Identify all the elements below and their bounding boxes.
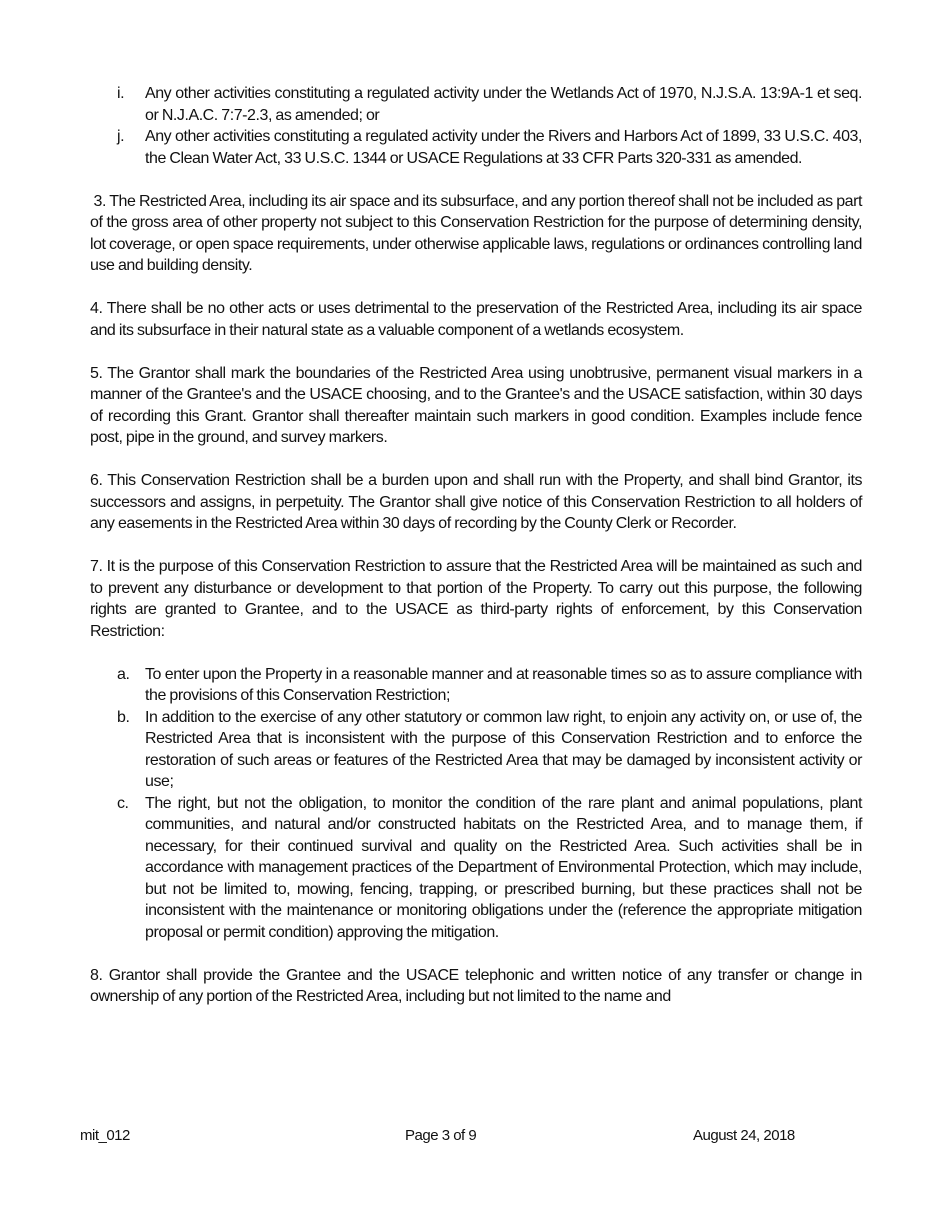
document-page	[90, 83, 866, 1008]
list-item-a	[90, 664, 862, 707]
paragraph-7: 7. It is the purpose of this Conservation Restriction to assure that the Restricted Area will be maintained as such and to prevent any disturbance or development to that portion of the Property. To carry out this purpose, the following rights are granted to Grantee, and to the USACE as third-party rights of enforcement, by this Conservation Restriction:	[90, 558, 862, 640]
paragraph-3: 3. The Restricted Area, including its air space and its subsurface, and any portion thereof shall not be included as part of the gross area of other property not subject to this Conservation Restriction for the purpose of determining density, lot coverage, or open space requirements, under otherwise applicable laws, regulations or ordinances controlling land use and building density.	[90, 192, 866, 274]
list-item-text: In addition to the exercise of any other statutory or common law right, to enjoin any activity on, or use of, the Restricted Area that is inconsistent with the purpose of this Conservation Restriction and to enforce the restoration of such areas or features of the Restricted Area that may be damaged by inconsistent activity or use;	[145, 708, 862, 790]
paragraph-4: 4. There shall be no other acts or uses detrimental to the preservation of the Restricted Area, including its air space and its subsurface in their natural state as a valuable component of a wetlands ecosystem.	[90, 300, 862, 339]
list-grantee-rights	[90, 664, 862, 944]
list-item-text: Any other activities constituting a regulated activity under the Rivers and Harbors Act of 1899, 33 U.S.C. 403, the Clean Water Act, 33 U.S.C. 1344 or USACE Regulations at 33 CFR Parts 320-331 as amended.	[145, 128, 862, 167]
paragraph-8: 8. Grantor shall provide the Grantee and the USACE telephonic and written notice of any transfer or change in ownership of any portion of the Restricted Area, including but not limited to the name and	[90, 966, 862, 1005]
list-regulated-activities	[90, 83, 862, 169]
list-item-b	[90, 707, 862, 793]
list-item-text: Any other activities constituting a regulated activity under the Wetlands Act of 1970, N.J.S.A. 13:9A-1 et seq. or N.J.A.C. 7:7-2.3, as amended; or	[145, 85, 862, 124]
list-marker: i.	[117, 85, 125, 102]
footer-date: August 24, 2018	[693, 1127, 795, 1144]
footer-page-number: Page 3 of 9	[405, 1127, 477, 1144]
list-marker: j.	[117, 128, 125, 145]
list-item-i	[90, 83, 862, 126]
list-marker: c.	[117, 794, 129, 812]
list-item-text: To enter upon the Property in a reasonable manner and at reasonable times so as to assure compliance with the provisions of this Conservation Restriction;	[145, 665, 862, 704]
list-marker: b.	[117, 708, 130, 726]
list-marker: a.	[117, 665, 130, 683]
list-item-j	[90, 126, 862, 169]
paragraph-6: 6. This Conservation Restriction shall be a burden upon and shall run with the Property, and shall bind Grantor, its successors and assigns, in perpetuity. The Grantor shall give notice of this Conservation Restriction to all holders of any easements in the Restricted Area within 30 days of recording by the County Clerk or Recorder.	[90, 472, 862, 532]
paragraph-5: 5. The Grantor shall mark the boundaries of the Restricted Area using unobtrusive, permanent visual markers in a manner of the Grantee's and the USACE choosing, and to the Grantee's and the USACE satisfaction, within 30 days of recording this Grant. Grantor shall thereafter maintain such markers in good condition. Examples include fence post, pipe in the ground, and survey markers.	[90, 364, 862, 446]
list-item-text: The right, but not the obligation, to monitor the condition of the rare plant and animal populations, plant communities, and natural and/or constructed habitats on the Restricted Area, and to manage them, if necessary, for their continued survival and quality on the Restricted Area. Such activities shall be in accordance with management practices of the Department of Environmental Protection, which may include, but not be limited to, mowing, fencing, trapping, or prescribed burning, but these practices shall not be inconsistent with the maintenance or monitoring obligations under the (reference the appropriate mitigation proposal or permit condition) approving the mitigation.	[145, 794, 862, 941]
footer-doc-id: mit_012	[80, 1127, 130, 1144]
list-item-c	[90, 793, 862, 944]
